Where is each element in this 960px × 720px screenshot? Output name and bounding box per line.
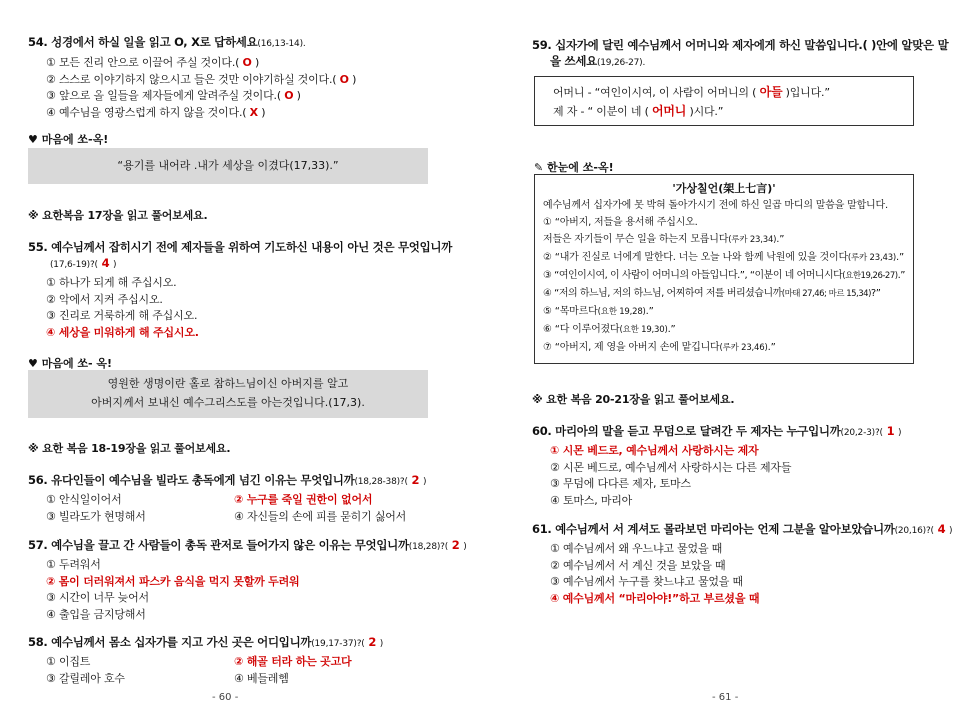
- option-4-correct: ④ 예수님께서 “마리아야!”하고 부르셨을 때: [550, 591, 760, 605]
- option-2: ② 악에서 지켜 주십시오.: [46, 292, 163, 306]
- option-4: ④ 베들레헴: [234, 671, 289, 685]
- option-3: ③ 진리로 거룩하게 해 주십시오.: [46, 309, 198, 322]
- word-item: ② “내가 진실로 너에게 말한다. 너는 오늘 나와 함께 낙원에 있을 것이다(루카 23,43).”: [543, 252, 904, 263]
- right-page: [480, 0, 960, 720]
- question-60: [532, 423, 901, 509]
- question-title: 58. 예수님께서 몸소 십자가를 지고 가신 곳은 어디입니까(19,17-37)?( 2 ): [28, 635, 384, 649]
- option-1: ① 예수님께서 왜 우느냐고 물었을 때: [550, 542, 723, 555]
- question-title: 59. 십자가에 달린 예수님께서 어머니와 제자에게 하신 말씀입니다.( )안에 알맞은 말: [532, 38, 949, 52]
- question-61: [532, 521, 952, 607]
- option-1: ① 안식일이어서: [46, 493, 122, 506]
- option-3: ③ 무덤에 다다른 제자, 토마스: [550, 477, 691, 490]
- page-number: - 61 -: [712, 692, 739, 703]
- question-title: 56. 유다인들이 예수님을 빌라도 총독에게 넘긴 이유는 무엇입니까(18,28-38)?( 2 ): [28, 473, 427, 487]
- word-item: ③ “여인이시여, 이 사람이 어머니의 아들입니다.”, “이분이 네 어머니시다(요한19,26-27).”: [543, 270, 905, 281]
- option-4: ④ 자신들의 손에 피를 묻히기 싫어서: [234, 509, 407, 523]
- section-heading-18-19: ※ 요한 복음 18-19장을 읽고 풀어보세요.: [28, 442, 231, 455]
- page-number: - 60 -: [212, 692, 239, 703]
- option-4: ④ 출입을 금지당해서: [46, 607, 146, 621]
- box-intro: 예수님께서 십자가에 못 박혀 돌아가시기 전에 하신 일곱 마디의 말씀을 말합니다.: [543, 200, 888, 211]
- section-heading-17: ※ 요한복음 17장을 읽고 풀어보세요.: [28, 209, 208, 222]
- question-title: 61. 예수님께서 서 계셔도 몰라보던 마리아는 언제 그분을 알아보았습니까(20,16)?( 4 ): [532, 522, 953, 536]
- section-heading-20-21: ※ 요한 복음 20-21장을 읽고 풀어보세요.: [532, 393, 735, 406]
- word-item: 저들은 자기들이 무슨 일을 하는지 모릅니다(루카 23,34).”: [543, 234, 785, 245]
- option-2-correct: ② 누구를 죽일 권한이 없어서: [234, 493, 373, 506]
- word-item: ⑥ “다 이루어졌다(요한 19,30).”: [543, 324, 676, 335]
- option-1: ① 이집트: [46, 655, 91, 668]
- question-57: [28, 537, 467, 623]
- word-item: ⑦ “아버지, 제 영을 아버지 손에 맡깁니다(루카 23,46).”: [543, 342, 776, 353]
- memory-verse-box-1: “용기를 내어라 .내가 세상을 이겼다(17,33).”: [28, 148, 428, 184]
- option-2: ② 예수님께서 서 계신 것을 보았을 때: [550, 558, 726, 572]
- glance-heading: ✎ 한눈에 쏘-옥!: [534, 161, 614, 174]
- heart-heading-1: ♥ 마음에 쏘-옥!: [28, 133, 109, 146]
- option-3: ③ 갈릴레아 호수: [46, 671, 125, 685]
- option-2-correct: ② 해골 터라 하는 곳고다: [234, 655, 352, 668]
- option-3: ③ 빌라도가 현명해서: [46, 509, 146, 523]
- option-1-correct: ① 시몬 베드로, 예수님께서 사랑하시는 제자: [550, 444, 759, 457]
- answer-line-mother: 어머니 - “여인이시여, 이 사람이 어머니의 ( 아들 )입니다.”: [553, 85, 830, 99]
- option-4: ④ 예수님을 영광스럽게 하지 않을 것이다.( X ): [46, 105, 266, 119]
- question-54: [28, 34, 356, 121]
- memory-verse-box-2: 영원한 생명이란 홀로 참하느님이신 아버지를 알고 아버지께서 보내신 예수그리스도를 아는것입니다.(17,3).: [28, 370, 428, 418]
- option-1: ① 모든 진리 안으로 이끌어 주실 것이다.( O ): [46, 56, 260, 69]
- question-56: [28, 472, 426, 525]
- option-1: ① 두려워서: [46, 558, 101, 571]
- option-2: ② 스스로 이야기하지 않으시고 들은 것만 이야기하실 것이다.( O ): [46, 72, 357, 86]
- question-59: 59. 십자가에 달린 예수님께서 어머니와 제자에게 하신 말씀입니다.( )안에 알맞은 말 을 쓰세요(19,26-27).: [532, 38, 949, 68]
- option-2: ② 시몬 베드로, 예수님께서 사랑하시는 다른 제자들: [550, 460, 792, 474]
- option-3: ③ 예수님께서 누구를 찾느냐고 물었을 때: [550, 575, 743, 588]
- question-title: 54. 성경에서 하실 일을 읽고 O, X로 답하세요(16,13-14).: [28, 35, 306, 49]
- answer-box-59: [534, 76, 914, 126]
- word-item: ⑤ “목마르다(요한 19,28).”: [543, 306, 654, 317]
- heart-heading-2: ♥ 마음에 쏘- 옥!: [28, 357, 113, 370]
- question-title: 57. 예수님을 끌고 간 사람들이 총독 관저로 들어가지 않은 이유는 무엇입니까(18,28)?( 2 ): [28, 538, 467, 552]
- box-title: '가상칠언(架上七言)': [672, 182, 776, 195]
- option-4: ④ 토마스, 마리아: [550, 493, 633, 507]
- question-58: [28, 634, 422, 687]
- option-1: ① 하나가 되게 해 주십시오.: [46, 276, 177, 289]
- answer-line-disciple: 제 자 - “ 이분이 네 ( 어머니 )시다.”: [553, 104, 724, 118]
- option-2-correct: ② 몸이 더러워져서 파스카 음식을 먹지 못할까 두려워: [46, 574, 300, 588]
- seven-last-words-box: [534, 174, 914, 364]
- question-title: 60. 마리아의 말을 듣고 무덤으로 달려간 두 제자는 누구입니까(20,2-3)?( 1 ): [532, 424, 902, 438]
- question-55: 55. 예수님께서 잡히시기 전에 제자들을 위하여 기도하신 내용이 아닌 것은 무엇입니까 (17,6-19)?( 4 ) ① 하나가 되게 해 주십시오. ② 악에서 지켜 주십시오. ③ 진리로 거룩하게 해 주십시오. ④ 세상을 미워하게 해 주십시오.: [28, 239, 452, 341]
- option-3: ③ 시간이 너무 늦어서: [46, 591, 149, 604]
- option-3: ③ 앞으로 올 일들을 제자들에게 알려주실 것이다.( O ): [46, 89, 301, 102]
- option-4-correct: ④ 세상을 미워하게 해 주십시오.: [46, 325, 199, 339]
- word-item: ① “아버지, 저들을 용서해 주십시오.: [543, 217, 698, 228]
- word-item: ④ “저의 하느님, 저의 하느님, 어찌하여 저를 버리셨습니까(마태 27,46; 마르 15,34)?”: [543, 288, 881, 299]
- question-title: 55. 예수님께서 잡히시기 전에 제자들을 위하여 기도하신 내용이 아닌 것은 무엇입니까: [28, 240, 453, 254]
